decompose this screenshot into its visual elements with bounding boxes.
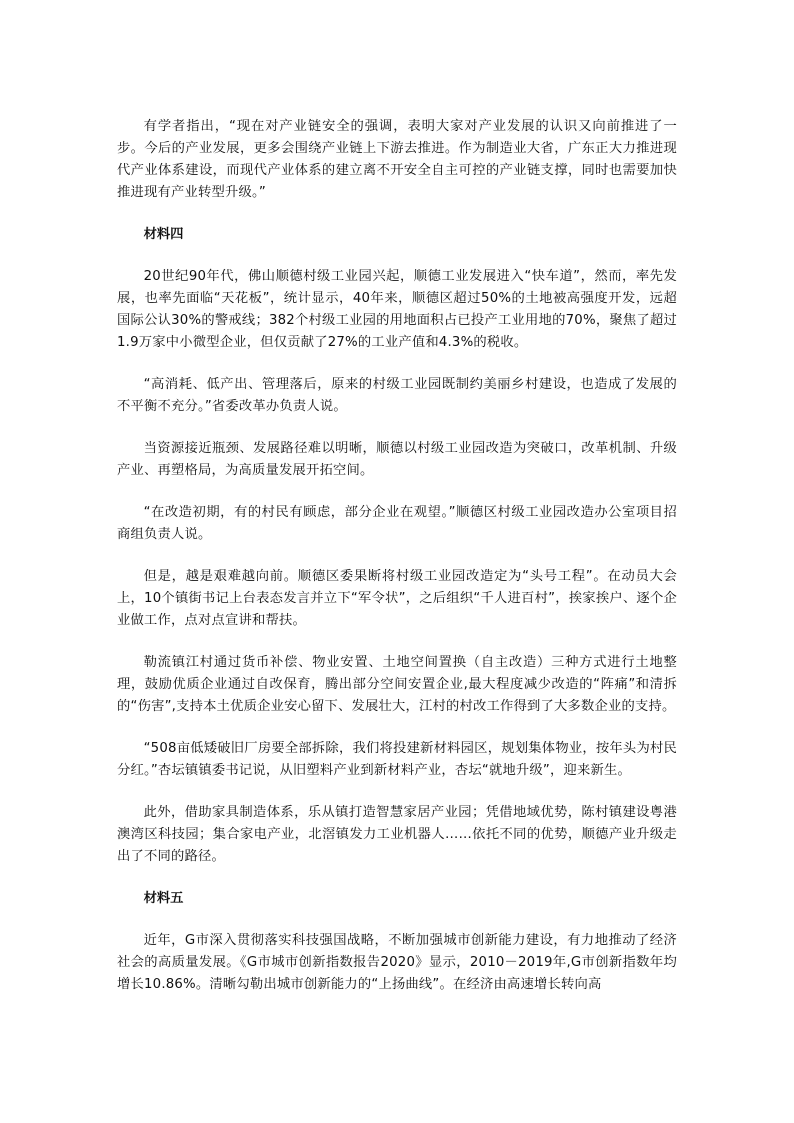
paragraph: 但是，越是艰难越向前。顺德区委果断将村级工业园改造定为“头号工程”。在动员大会上，10个镇街书记上台表态发言并立下“军令状”，之后组织“千人进百村”，挨家挨户、逐个企业做工作，点对点宣讲和帮扶。 — [117, 569, 677, 628]
paragraph: “508亩低矮破旧厂房要全部拆除，我们将投建新材料园区，规划集体物业，按年头为村民分红。”杏坛镇镇委书记说，从旧塑料产业到新材料产业，杏坛“就地升级”，迎来新生。 — [117, 741, 677, 778]
paragraph: “高消耗、低产出、管理落后，原来的村级工业园既制约美丽乡村建设，也造成了发展的不平衡不充分。”省委改革办负责人说。 — [117, 377, 677, 414]
paragraph: 有学者指出，“现在对产业链安全的强调，表明大家对产业发展的认识又向前推进了一步。今后的产业发展，更多会围绕产业链上下游去推进。作为制造业大省，广东正大力推进现代产业体系建设，而现代产业体系的建立离不开安全自主可控的产业链支撑，同时也需要加快推进现有产业转型升级。” — [117, 119, 677, 200]
paragraph: 当资源接近瓶颈、发展路径难以明晰，顺德以村级工业园改造为突破口，改革机制、升级产业、再塑格局，为高质量发展开拓空间。 — [117, 441, 677, 478]
paragraph: 20世纪90年代，佛山顺德村级工业园兴起，顺德工业发展进入“快车道”，然而，率先发展，也率先面临“天花板”，统计显示，40年来，顺德区超过50%的土地被高强度开发，远超国际公认30%的警戒线；382个村级工业园的用地面积占已投产工业用地的70%，聚焦了超过1.9万家中小微型企业，但仅贡献了27%的工业产值和4.3%的税收。 — [117, 269, 677, 350]
document-page — [117, 116, 677, 1016]
paragraph: 勒流镇江村通过货币补偿、物业安置、土地空间置换（自主改造）三种方式进行土地整理，鼓励优质企业通过自改保育，腾出部分空间安置企业,最大程度减少改造的“阵痛”和清拆的“伤害”,支持本土优质企业安心留下、发展壮大，江村的村改工作得到了大多数企业的支持。 — [117, 655, 677, 714]
paragraph: 近年，G市深入贯彻落实科技强国战略，不断加强城市创新能力建设，有力地推动了经济社会的高质量发展。《G市城市创新指数报告2020》显示，2010－2019年,G市创新指数年均增长10.86%。清晰勾勒出城市创新能力的“上扬曲线”。在经济由高速增长转向高 — [117, 933, 677, 992]
section-heading: 材料五 — [143, 891, 184, 906]
paragraph: “在改造初期，有的村民有顾虑，部分企业在观望。”顺德区村级工业园改造办公室项目招商组负责人说。 — [117, 505, 677, 542]
section-heading: 材料四 — [143, 227, 184, 242]
paragraph: 此外，借助家具制造体系，乐从镇打造智慧家居产业园；凭借地域优势，陈村镇建设粤港澳湾区科技园；集合家电产业，北滘镇发力工业机器人……依托不同的优势，顺德产业升级走出了不同的路径。 — [117, 805, 677, 864]
